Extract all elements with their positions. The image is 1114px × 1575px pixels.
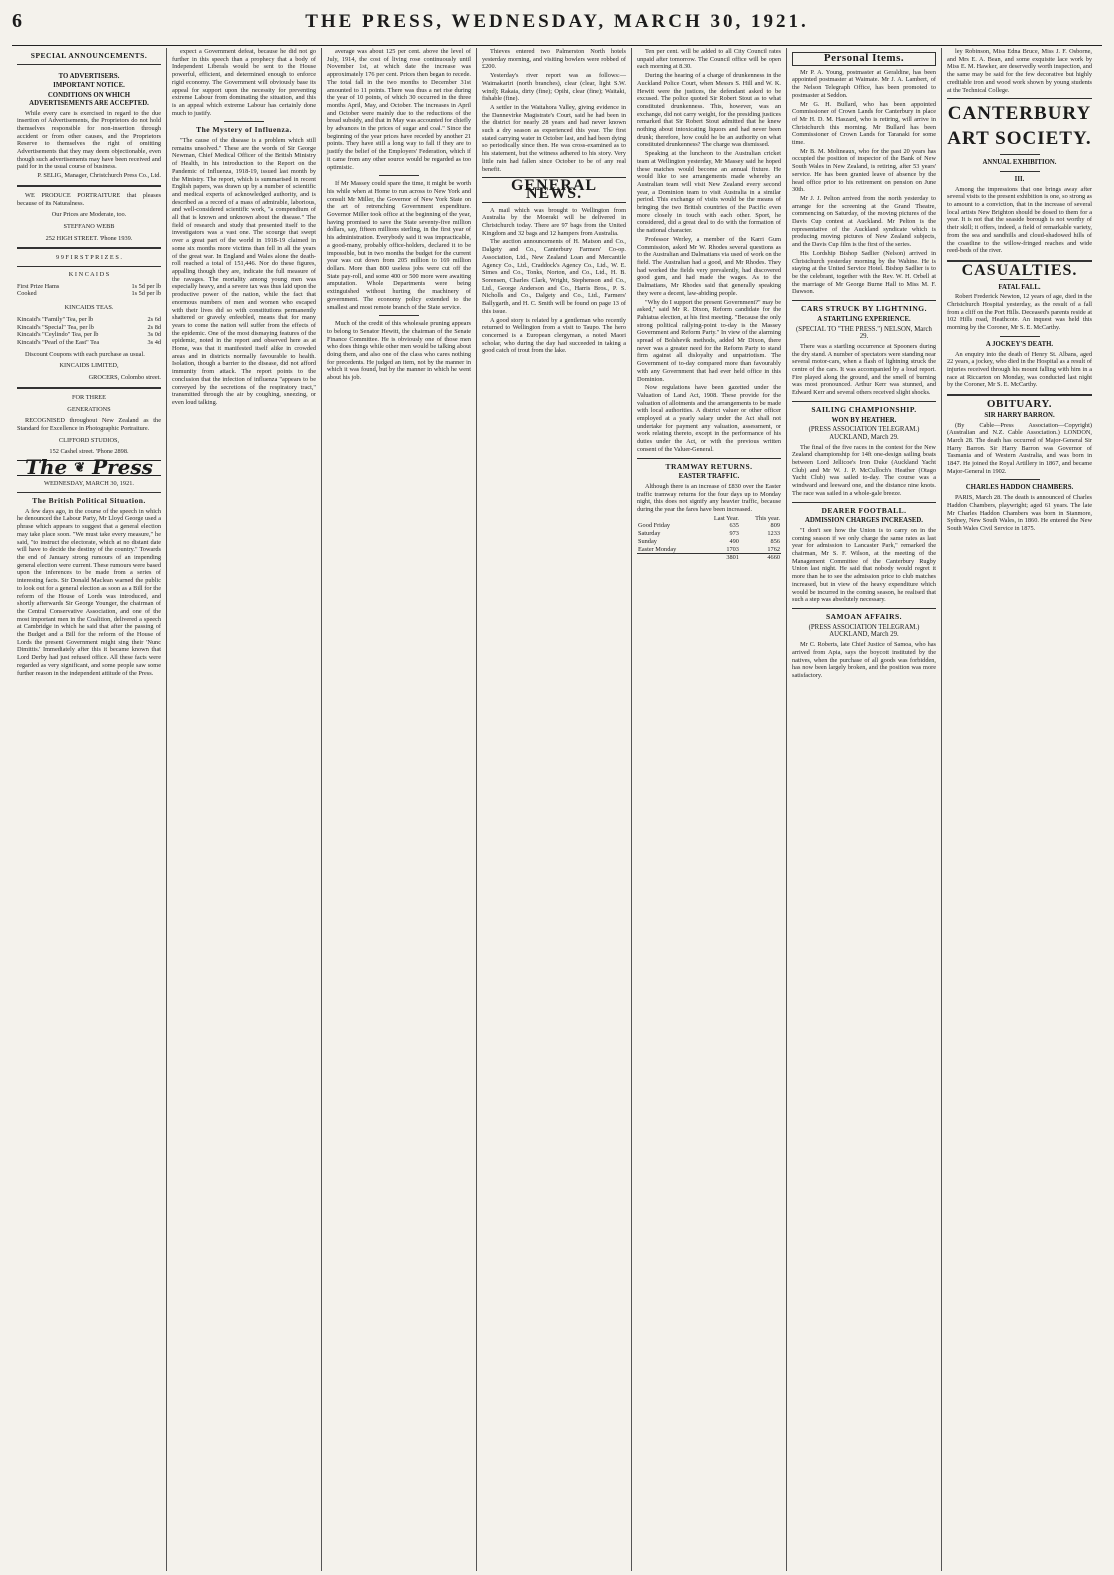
sailing-text: The final of the five races in the contest for the New Zealand championship for 14ft one-design sailing boats between Lord Jellicoe's Iron Duke (Auckland Yacht Club) and Mr W. J. P. McCulloch's Heather (Otago Yacht Club) was sailed to-day. The course was a windward and leeward one, and the distance nine knots. The race was sailed in a whole-gale breeze. (792, 443, 936, 497)
sailing-head: SAILING CHAMPIONSHIP. (811, 404, 917, 414)
news-item: Mr J. J. Pelton arrived from the north yesterday to arrange for the screening at the Grand Theatre, commencing on Saturday, of the moving pictures of the Davis Cup contest at Auckland. Mr Pelton is the representative of the Auckland syndicate which is producing moving pictures of New Zealand subjects, and the Davis Cup film is the first of the series. (792, 194, 936, 249)
article-text: average was about 125 per cent. above the level of July, 1914, the cost of living rose continuously until November 1st, at which date the increase was approximately 176 per cent. Prices then began to recede. The total fall in the two months to December 31st amounted to 11 points. There was thus a net rise during the year of 10 points, of which 30 occurred in the three months April, May, and October. The increases in April and October were mainly due to the reductions of the bread subsidy, and that in May was accounted for chiefly by advances in the prices of sugar and coal." Since the beginning of the year prices have receded by another 21 points. They have still a long way to fall if they are to justify the belief of the Employers' Federation, which if it came from any other source would be regarded as too optimistic. (327, 48, 471, 171)
news-item: Thieves entered two Palmerston North hotels yesterday morning, and visiting bowlers were robbed of £200. (482, 48, 626, 71)
teas-list (17, 316, 161, 347)
column-6 (787, 48, 942, 1571)
news-item: A settler in the Waitahora Valley, giving evidence in the Dannevirke Magistrate's Court, said he had been in the district for nearly 28 years and had never known such a dry season as experienced this year. The first stated carrying water in October last, and had been dying so periodically since then. He was cross-examined as to his statement, but the witness adhered to his story. Very little rain had fallen since October to be of any real benefit. (482, 103, 626, 173)
canterbury-head: CANTERBURY (947, 103, 1092, 125)
price-row: Cooked 1s 5d per lb (17, 290, 161, 298)
table-total: 3801 4660 (637, 554, 781, 562)
price-row: First Prize Hams 1s 5d per lb (17, 282, 161, 290)
tramway-table (637, 515, 781, 562)
tramway-text: Although there is an increase of £830 over the Easter traffic tramway returns for the four days up to Monday night, this does not signify any heavier traffic, because during the year the fares have been increased. (637, 482, 781, 514)
important-notice: IMPORTANT NOTICE. (53, 82, 125, 90)
article-text: expect a Government defeat, because he did not go further in this speech than a prophecy that a body of Independent Liberals would be sent to the House powerful, efficient, and determined enough to enforce rigid economy. The Government will obviously base its appeal for support upon the necessity for preventing extreme Labour from dominating the situation, and this is an appeal which extreme Labour has certainly done much to justify. (172, 48, 316, 117)
advertisers-head: TO ADVERTISERS. (58, 72, 120, 80)
masthead-title: THE PRESS, WEDNESDAY, MARCH 30, 1921. (305, 11, 809, 32)
football-text: "I don't see how the Union is to carry on in the coming season if we only charge the same rates as last year for admission to Lancaster Park," remarked the chairman, Mr S. F. Wilson, at the meeting of the Management Committee of the Canterbury Rugby Union last night. He said that nobody would regret it more than he to see the admission price to club matches increased, but in view of the heavy expenditure which would be incurred in the coming season, he realised that such a step was absolutely necessary. (792, 526, 936, 604)
news-item: Yesterday's river report was as follows:—Waimakariri (north branches), clear (clear, light S.W. wind); Rakaia, dirty (fine); Opihi, clear (fine); Waitaki, fishable (fine). (482, 72, 626, 103)
news-item: "Why do I support the present Government?" may be asked," said Mr R. Dixon, Reform candidate for the Pahiatua election, at his first meeting. "Because the only strong political rallying-point to-day is the Massey Government and Reform Party." In view of the alarming spread of Bolshevik methods, added Mr Dixon, there never was a greater need for the Reform Party to stand firm against all disloyalty and unpatriotism. The Government of to-day compared more than favourably with any Government that had ever held office in this Dominion. (637, 298, 781, 383)
three-generations-1: FOR THREE (72, 393, 106, 401)
easter-traffic: EASTER TRAFFIC. (678, 473, 740, 481)
columns (12, 48, 1102, 1571)
mystery-influenza-head: The Mystery of Influenza. (196, 125, 292, 135)
leader-head: The British Political Situation. (32, 496, 146, 506)
clifford-text: RECOGNISED throughout New Zealand as the Standard for Excellence in Photographic Portraiture. (17, 417, 161, 432)
tea-row: Kincaid's "Special" Tea, per lb 2s 8d (17, 323, 161, 331)
crest-icon: ❦ (74, 460, 86, 476)
news-item: A mail which was brought to Wellington from Australia by the Moeraki will be delivered in Christchurch today. There are 97 bags from the United Kingdom and 32 bags and 12 hampers from Australia. (482, 206, 626, 237)
personal-items-head: Personal Items. (792, 52, 936, 66)
teas-head: KINCAIDS TEAS. (64, 304, 114, 312)
roman-numeral: III. (1014, 175, 1025, 183)
samoan-dateline: (PRESS ASSOCIATION TELEGRAM.) AUCKLAND, March 29. (808, 623, 920, 639)
general-news-head: GENERAL NEWS. (510, 177, 598, 202)
kincaids-limited: KINCAIDS LIMITED, (59, 362, 119, 370)
table-row: Sunday 490 856 (638, 537, 780, 545)
kincaids-title: K I N C A I D S (68, 271, 110, 279)
news-item: Mr P. A. Young, postmaster at Geraldine, has been appointed postmaster at Waimate. Mr J. A. Lambert, of the Nelson Telegraph Office, has been promoted to postmaster at Seddon. (792, 68, 936, 99)
article-text: If Mr Massey could spare the time, it might be worth his while when at Home to run across to New York and consult Mr Miller, the Governor of New York State on the art of retrenching Government expenditure. Governor Miller took office at the beginning of the year, having promised to save the State seventy-five million dollars, say, fifteen millions sterling, in the first year of his administration. Everybody said it was impracticable, a good-many, probably office-holders, declared it to be impossible, but in two months the budget for the current year was cut down from 205 million to 169 million dollars. More than 800 useless jobs were cut off the State pay-roll, and some 400 or 500 more were awaiting amputation. Whole Departments were being extinguished without hurting the machinery of government. The economy policy extended to the smallest and most remote branch of the State service. (327, 180, 471, 311)
first-prizes: 9 9 F I R S T P R I Z E S . (55, 254, 122, 262)
clifford-studios: CLIFFORD STUDIOS, (58, 436, 120, 444)
news-item: Professor Werley, a member of the Karri Gum Commission, asked Mr W. Rhodes several questions as to the Australian and Dalmatians via used of work on the field. The Australian had a good, and Mr Rhodes. They had worked the fields very prevalently, had discovered good gum, and had made the wages. As to the Dalmatians, Mr Rhodes said that generally speaking they were a decent, law-abiding people. (637, 235, 781, 297)
dateline: WEDNESDAY, MARCH 30, 1921. (44, 480, 134, 488)
manager-signature: P. SELIG, Manager, Christchurch Press Co., Ltd. (37, 172, 161, 180)
article-text: Among the impressions that one brings away after several visits to the present exhibition is one, so strong as to amount to a conviction, that in the increase of several local artists New Brighton should be dosed to them for a year. It is not that the seaside borough is not worthy of their skill; it offers, indeed, a field of remarkable variety, from the sea and sandhills and cloud-shadowed hills of the coastline to the willow-fringed reaches and wide reed-beds of the river. (947, 185, 1092, 255)
column-7 (942, 48, 1097, 1571)
news-item: Mr G. H. Bullard, who has been appointed Commissioner of Crown Lands for Canterbury in place of Mr H. D. M. Haszard, who is retiring, will arrive in Christchurch this morning. Mr Bullard has been Commissioner of Crown Lands for Taranaki for some time. (792, 100, 936, 147)
conditions-head: CONDITIONS ON WHICH ADVERTISEMENTS ARE ACCEPTED. (29, 92, 149, 107)
fatal-text: Robert Frederick Newton, 12 years of age, died in the Christchurch Hospital yesterday, as the result of a fall from a cliff on the Port Hills. Deceased's parents reside at 102 Hills road, Heathcote. An inquest was held this morning by the Coroner, Mr S. E. McCarthy. (947, 293, 1092, 332)
news-item: A good story is related by a gentleman who recently returned to Wellington from a visit to Taupo. The hero concerned is a European clergyman, a noted Maori scholar, who during the day had succeeded in taking a good catch of trout from the lake. (482, 316, 626, 355)
football-head: DEARER FOOTBALL. (821, 505, 907, 515)
steffano-webb: STEFFANO WEBB (63, 222, 115, 230)
art-society-head: ART SOCIETY. (947, 128, 1092, 150)
clifford-address: 152 Cashel street. 'Phone 2898. (49, 448, 129, 456)
cars-text: There was a startling occurrence at Spooners during the dry stand. A number of spectators were standing near several motor-cars, when a flash of lightning struck the centre of the cars. It was accompanied by a loud report. Fire played along the ground, and the smell of burning was most pronounced. Arthur Kerr was stunned, and Edward Kerr and several others received slight shocks. (792, 342, 936, 397)
cars-lightning-head: CARS STRUCK BY LIGHTNING. (801, 304, 927, 314)
obit1-head: SIR HARRY BARRON. (984, 411, 1055, 419)
annual-exhibition: ANNUAL EXHIBITION. (982, 159, 1057, 167)
news-item: During the hearing of a charge of drunkenness in the Auckland Police Court, when Messrs S. Hill and W. K. Hewitt were the justices, the defendant asked to be excused. The police quoted Sir Robert Stout as to what constituted drunkenness. This, however, was an exchange, did not carry weight, for the presiding justices remarked that Sir Robert Stout admitted that he knew nothing about intoxicating liquors and had never been drunk; therefore, how could he be an authority on what constituted drunkenness? The charge was dismissed. (637, 72, 781, 149)
samoan-text: Mr C. Roberts, late Chief Justice of Samoa, who has arrived from Apia, says the boycott instituted by the natives, when the purchase of all goods was forbidden, has now been largely broken, and the position was more satisfactory. (792, 641, 936, 679)
coupons-text: Discount Coupons with each purchase as usual. (25, 350, 145, 358)
leader-text: A few days ago, in the course of the speech in which he denounced the Labour Party, Mr Lloyd George used a phrase which appears to suggest that a general election may take place soon. "We must take every measure," he said, "to instruct the electorate, which at no distant date will have to decide the destiny of the country." Towards the end of January strong rumours of an impending general election were current. These rumours were based upon the inferences to be made from a series of interesting facts. Sir Donald Maclean warned the public to look out for a general election as soon as a Bill for the reform of the House of Lords was introduced, and shortly afterwards Sir George Younger, the chairman of the Central Conservative Association, and one of the most important men in the Coalition, delivered a speech at Cambridge in which he said that after the passing of the Budget and a Bill for the reform of the House of Lords the present Government might sing their 'Nunc Dimittis.' Immediately after this it became known that Lord Derby had just refused office. All these facts were regarded as very significant, and some people saw some further reason in the independent attitude of the Press. (17, 507, 161, 677)
grocers-line: GROCERS, Colombo street. (88, 374, 161, 382)
studio-address: 252 HIGH STREET. 'Phone 1939. (45, 234, 133, 242)
price-list (17, 283, 161, 298)
article-text: ley Robinson, Miss Edna Bruce, Miss J. F. Osborne, and Mrs E. A. Bean, and some exquisite lace work by Miss E. M. Hawker, are deservedly worth inspection, and the same may be said for the few decorative but highly creditable iron and wood work shown by young students at the Technical College. (947, 48, 1092, 94)
column-1 (12, 48, 167, 1571)
obit2-text: PARIS, March 28. The death is announced of Charles Haddon Chambers, playwright; aged 61 years. The late Mr Charles Haddon Chambers was born in Stanmore, Sydney, New South Wales, in 1860. He entered the New South Wales Civil Service in 1875. (947, 494, 1092, 532)
news-item: His Lordship Bishop Sadlier (Nelson) arrived in Christchurch yesterday morning by the Wahine. He is staying at the United Service Hotel. Bishop Sadlier is to be the celebrant, together with the Rev. W. H. Orbell at the marriage of Mr George Burne Hall to Miss M. F. Dawson. (792, 249, 936, 296)
prices-line: Our Prices are Moderate, too. (51, 211, 127, 219)
article-text: Much of the credit of this wholesale pruning appears to belong to Senator Hewitt, the chairman of the Senate Finance Committee. He is obviously one of those men who does things while other men would be talking about doing them, and also one of the class who cares nothing for precedents. He judged an item, not by the manner in which it was found, but by the manner in which he went about his job. (327, 320, 471, 382)
casualties-head: CASUALTIES. (961, 261, 1078, 279)
column-3 (322, 48, 477, 1571)
tea-row: Kincaid's "Family" Tea, per lb 2s 6d (17, 315, 161, 323)
page-number: 6 (12, 10, 23, 32)
table-row: Good Friday 635 809 (638, 522, 780, 530)
conditions-text: While every care is exercised in regard to the due insertion of Advertisements, the Proprietors do not hold themselves responsible for non-insertion through accident or from other causes, and the Proprietors Reserve to themselves the right of omitting Advertisements that they may deem objectionable, even though such advertisements may have been received and paid for in the usual course of business. (17, 109, 161, 171)
tramway-head: TRAMWAY RETURNS. (665, 461, 753, 471)
column-2 (167, 48, 322, 1571)
fatal-fall-head: FATAL FALL. (998, 283, 1041, 291)
tea-row: Kincaid's "Pearl of the East" Tea 3s 4d (17, 338, 161, 346)
table-header: Last Year. This year. (713, 514, 780, 522)
table-row: Saturday 973 1233 (638, 530, 780, 538)
news-item: Ten per cent. will be added to all City Council rates unpaid after tomorrow. The Council office will be open each morning at 8.30. (637, 48, 781, 71)
portraiture-ad: WE PRODUCE PORTRAITURE that pleases because of its Naturalness. (17, 191, 161, 207)
three-generations-2: GENERATIONS (67, 405, 111, 413)
news-item: Speaking at the luncheon to the Australian cricket team at Wellington yesterday, Mr Massey said he hoped these matches would become an annual fixture. He would like to see arrangements made whereby an Australian team will visit New Zealand every second year, a Dominion team to visit Australia in a similar period. This exchange of visits would be the means of bringing the two British countries of the Pacific even more closely in touch with each other. Sport, he considered, did a great deal to do with the formation of the national character. (637, 150, 781, 235)
press-logo: The ❦ Press (17, 460, 161, 476)
sailing-dateline: (PRESS ASSOCIATION TELEGRAM.) AUCKLAND, March 29. (808, 426, 920, 441)
article-text: "The cause of the disease is a problem which still remains unsolved." These are the words of Sir George Newman, Chief Medical Officer of the British Ministry of Health, in his introduction to the Report on the Pandemic of Influenza, 1918-19, issued last month by the Ministry. The report, which is summarised in recent English papers, was drawn up by a number of scientific and medical experts of acknowledged authority, and is described as a record of a mass of admirable, laborious, and well-considered scientific work, "a compendium of all that is known and unknown about the disease." The field of research and study that presented itself to the investigators was a vast one. The scourge that swept over a great part of the world in 1918-19 claimed in some six months more victims than fell in all the years of the great war. In England and Wales alone the death-roll reached a total of 151,446. Nor do these figures, appalling though they are, indicate the full measure of the ravages. The mortality among young men was especially heavy, and a severe tax was thus laid upon the productive power of the nation, while the fact that enormous numbers of men and women who escaped with their lives did so with constitutions permanently shattered or gravely enfeebled, means that for many years to come the nation will suffer from the effects of the epidemic. One of the most dismaying features of the epidemic, noted in the report and observed here as at Home, was that it manifested itself alike in crowded areas and in districts normally favourable to health. Isolation, though a barrier to the disease, did not afford immunity from attack. The report points to the conclusion that the infection of influenza "appears to be conveyed by the secretions of the respiratory tract," transmitted through the air by coughing, sneezing, or even loud talking. (172, 137, 316, 406)
column-5 (632, 48, 787, 1571)
column-4 (477, 48, 632, 1571)
jockey-text: An enquiry into the death of Henry St. Albans, aged 22 years, a jockey, who died in the Hospital as a result of injuries received through his mount falling with him in a race at Riccarton on Monday, was conducted last night by the Coroner, Mr S. E. McCarthy. (947, 350, 1092, 389)
cars-dateline: (SPECIAL TO "THE PRESS.") NELSON, March 29. (796, 325, 932, 341)
special-announcements-head: SPECIAL ANNOUNCEMENTS. (30, 51, 148, 60)
obit2-head: CHARLES HADDON CHAMBERS. (965, 484, 1074, 492)
cars-sub: A STARTLING EXPERIENCE. (817, 315, 911, 323)
table-row: Easter Monday 1703 1762 (638, 545, 780, 553)
obituary-head: OBITUARY. (986, 398, 1053, 411)
obit1-text: (By Cable—Press Association—Copyright) (Australian and N.Z. Cable Association.) LONDON, March 28. The death has occurred of Major-General Sir Harry Barron. Sir Harry Barron was Governor of Tasmania and of Western Australia, and was born in 1847. He joined the Royal Artillery in 1867, and became Major-General in 1902. (947, 421, 1092, 475)
news-item: Mr B. M. Molineaux, who for the past 20 years has occupied the position of inspector of the Bank of New South Wales in New Zealand, is retiring, after 53 years' service. He has been granted leave of absence by the head office prior to his retirement on pension on June 30th. (792, 147, 936, 194)
football-sub: ADMISSION CHARGES INCREASED. (804, 517, 924, 525)
masthead (12, 10, 1102, 46)
sailing-sub: WON BY HEATHER. (831, 416, 897, 424)
news-item: The auction announcements of H. Matson and Co., Dalgety and Co., Canterbury Farmers' Co-op. Association, Ltd., New Zealand Loan and Mercantile Agency Co., Ltd., Craddock's Agency Co., Ltd., W. E. Simes and Co., Tonks, Norton, and Co., Ltd., H. B. Sorensen, Charles Clark, Wright, Stephenson and Co., Ltd., George Anderson and Co., Harris Bros., P. S. Nicholls and Co., Dalgety and Co., Ltd., Farmers' Ballygarth, and H. C. Smith will be found on page 13 of this issue. (482, 238, 626, 315)
news-item: Now regulations have been gazetted under the Valuation of Land Act, 1908. These provide for the valuation of allotments and the arrangements to be made with local authorities. A district valuer or other officer employed at a yearly salary under the Act shall not undertake for payment any valuation, assessment, or work relating thereto, except in the performance of his duties under the Act, or with the previous written consent of the Valuer-General. (637, 384, 781, 453)
jockey-head: A JOCKEY'S DEATH. (985, 340, 1054, 348)
samoan-head: SAMOAN AFFAIRS. (825, 612, 903, 621)
tea-row: Kincaid's "Ceylindo" Tea, per lb 3s 0d (17, 331, 161, 339)
